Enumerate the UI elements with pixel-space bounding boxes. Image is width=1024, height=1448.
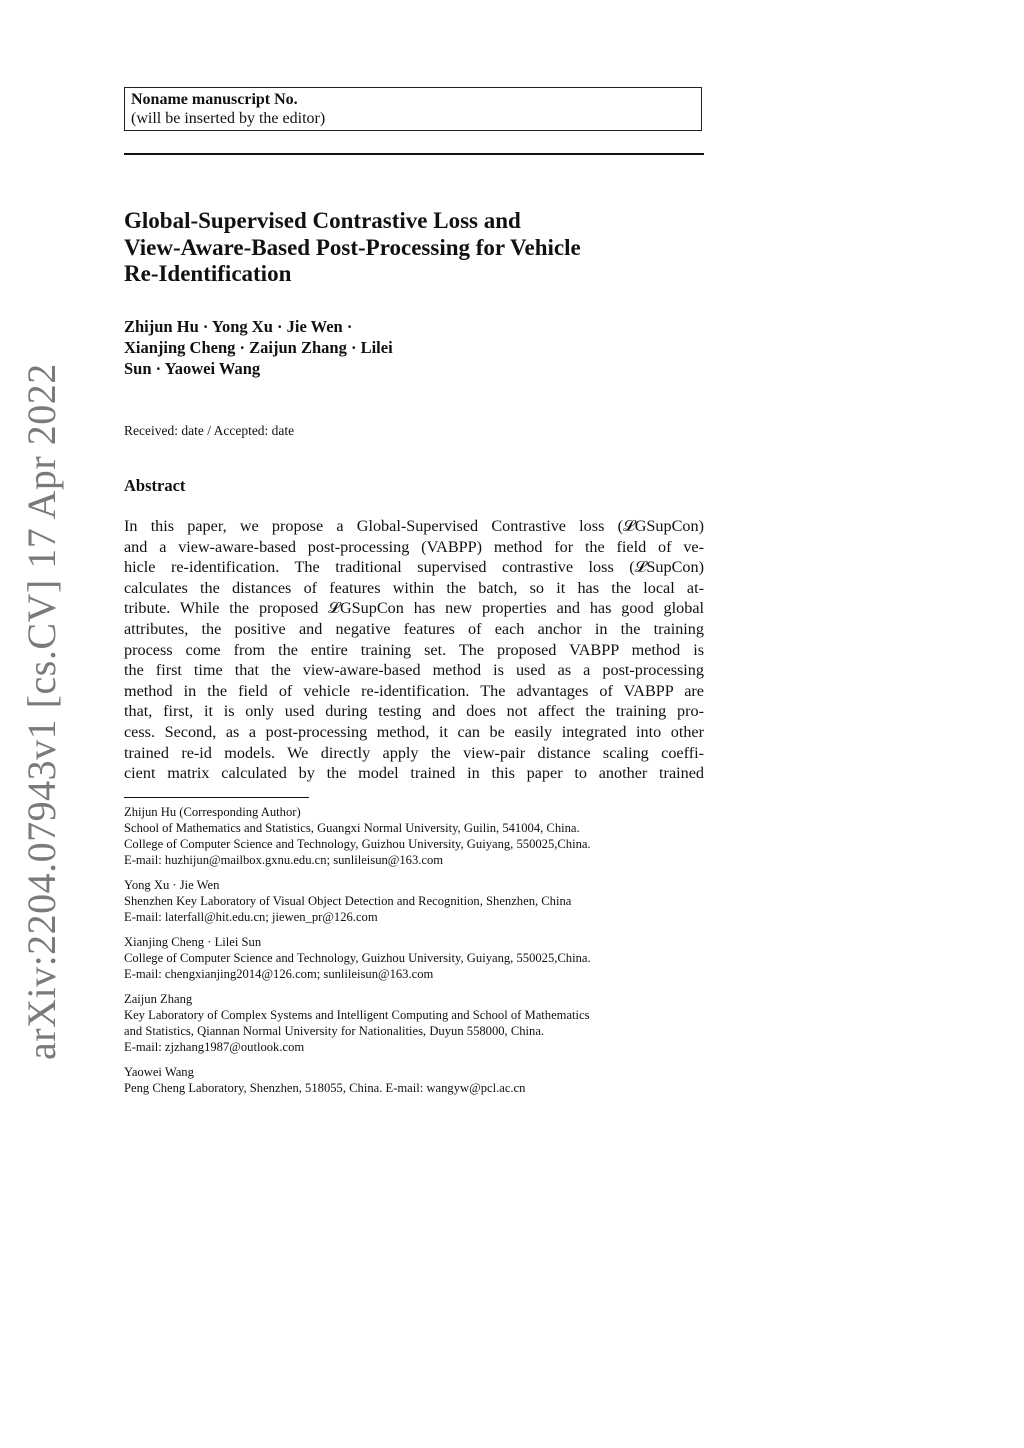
paper-title (124, 208, 704, 288)
affiliation-line: E-mail: chengxianjing2014@126.com; sunlileisun@163.com (124, 967, 434, 981)
affiliation-block (124, 877, 709, 925)
footnote-rule (124, 797, 309, 798)
affiliation-line: College of Computer Science and Technology, Guizhou University, Guiyang, 550025,China. (124, 837, 591, 851)
title-line: Global-Supervised Contrastive Loss and (124, 208, 521, 233)
author-line: Xianjing Cheng · Zaijun Zhang · Lilei (124, 338, 393, 357)
abstract-heading: Abstract (124, 476, 186, 495)
abstract-line: calculates the distances of features within the batch, so it has the local at- (124, 578, 704, 597)
title-line: View-Aware-Based Post-Processing for Vehicle (124, 234, 581, 260)
title-line: Re-Identification (124, 261, 292, 286)
abstract-line: cess. Second, as a post-processing method, it can be easily integrated into other (124, 722, 704, 741)
top-rule (124, 153, 704, 155)
affiliation-line: E-mail: laterfall@hit.edu.cn; jiewen_pr@126.com (124, 910, 378, 924)
abstract-line: tribute. While the proposed 𝓛GSupCon has new properties and has good global (124, 599, 704, 618)
affiliation-footnotes (124, 804, 709, 1105)
abstract-line: that, first, it is only used during testing and does not affect the training pro- (124, 702, 704, 721)
abstract-body (124, 516, 704, 784)
arxiv-identifier: arXiv:2204.07943v1 [cs.CV] 17 Apr 2022 (19, 363, 64, 1060)
affiliation-line: Yaowei Wang (124, 1065, 194, 1079)
affiliation-line: E-mail: zjzhang1987@outlook.com (124, 1040, 305, 1054)
affiliation-line: Zaijun Zhang (124, 992, 193, 1006)
affiliation-block (124, 991, 709, 1055)
affiliation-line: Yong Xu · Jie Wen (124, 878, 220, 892)
affiliation-block (124, 1064, 709, 1096)
author-list (124, 316, 624, 379)
manuscript-box (124, 87, 702, 131)
affiliation-line: Peng Cheng Laboratory, Shenzhen, 518055, China. E-mail: wangyw@pcl.ac.cn (124, 1081, 526, 1095)
affiliation-line: School of Mathematics and Statistics, Guangxi Normal University, Guilin, 541004, China. (124, 821, 580, 835)
manuscript-number-label: Noname manuscript No. (131, 91, 298, 108)
abstract-line: In this paper, we propose a Global-Supervised Contrastive loss (𝓛GSupCon) (124, 517, 704, 535)
affiliation-line: Zhijun Hu (Corresponding Author) (124, 805, 301, 819)
abstract-line: trained re-id models. We directly apply the view-pair distance scaling coeffi- (124, 743, 704, 762)
editor-note: (will be inserted by the editor) (131, 110, 326, 127)
abstract-line: the first time that the view-aware-based method is used as a post-processing (124, 661, 704, 680)
abstract-line: attributes, the positive and negative features of each anchor in the training (124, 619, 704, 638)
affiliation-line: and Statistics, Qiannan Normal University for Nationalities, Duyun 558000, China. (124, 1024, 545, 1038)
affiliation-line: Key Laboratory of Complex Systems and Intelligent Computing and School of Mathematics (124, 1008, 590, 1022)
affiliation-line: E-mail: huzhijun@mailbox.gxnu.edu.cn; sunlileisun@163.com (124, 853, 444, 867)
abstract-line: method in the field of vehicle re-identification. The advantages of VABPP are (124, 681, 704, 700)
affiliation-line: Xianjing Cheng · Lilei Sun (124, 935, 262, 949)
abstract-line: and a view-aware-based post-processing (VABPP) method for the field of ve- (124, 537, 704, 556)
received-date: Received: date / Accepted: date (124, 423, 295, 438)
affiliation-block (124, 804, 709, 868)
affiliation-line: College of Computer Science and Technology, Guizhou University, Guiyang, 550025,China. (124, 951, 591, 965)
abstract-line: process come from the entire training set. The proposed VABPP method is (124, 640, 704, 659)
abstract-line: hicle re-identification. The traditional supervised contrastive loss (𝓛SupCon) (124, 558, 704, 577)
abstract-line: cient matrix calculated by the model trained in this paper to another trained (124, 764, 704, 783)
affiliation-line: Shenzhen Key Laboratory of Visual Object Detection and Recognition, Shenzhen, China (124, 894, 572, 908)
author-line: Sun · Yaowei Wang (124, 359, 261, 378)
author-line: Zhijun Hu · Yong Xu · Jie Wen · (124, 317, 353, 336)
affiliation-block (124, 934, 709, 982)
